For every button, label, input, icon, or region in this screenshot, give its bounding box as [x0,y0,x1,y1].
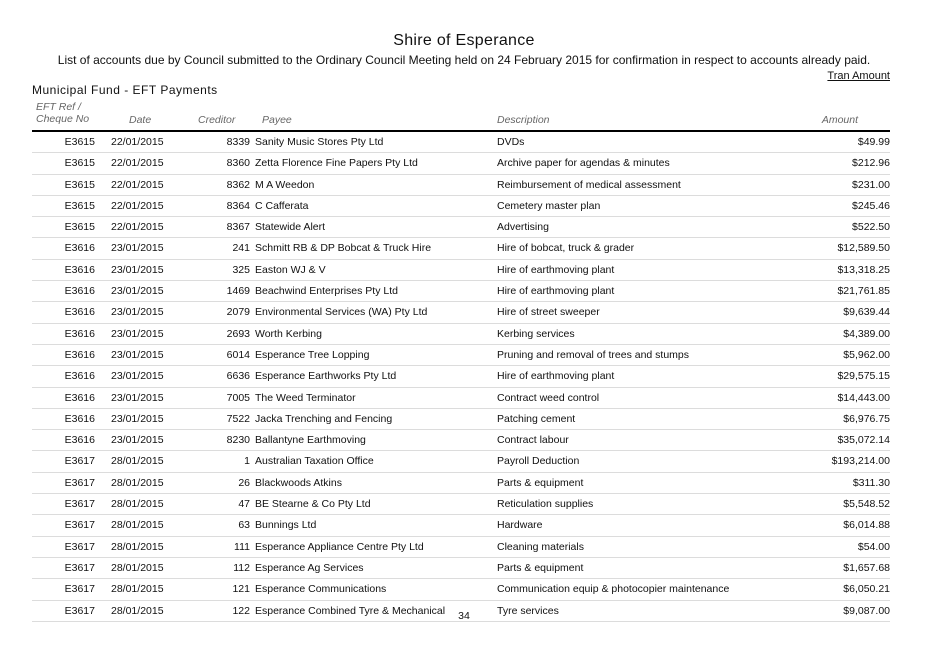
cell-payee: Esperance Appliance Centre Pty Ltd [255,540,424,553]
cell-date: 22/01/2015 [111,221,164,234]
cell-creditor: 63 [238,519,250,532]
cell-amount: $212.96 [852,157,890,170]
cell-creditor: 2693 [226,327,250,340]
cell-amount: $245.46 [852,199,890,212]
cell-description: Contract weed control [497,391,600,404]
cell-ref: E3616 [64,391,95,404]
cell-creditor: 8360 [226,157,250,170]
cell-creditor: 26 [238,476,250,489]
cell-creditor: 241 [232,242,250,255]
cell-payee: Esperance Ag Services [255,561,364,574]
cell-description: Patching cement [497,412,576,425]
cell-creditor: 325 [232,263,250,276]
cell-date: 28/01/2015 [111,540,164,553]
table-row [32,238,890,259]
cell-amount: $29,575.15 [837,370,890,383]
cell-creditor: 7005 [226,391,250,404]
page-number: 34 [458,610,470,622]
cell-payee: C Cafferata [255,199,309,212]
table-row [32,537,890,558]
cell-ref: E3617 [64,519,95,532]
table-row [32,451,890,472]
cell-payee: BE Stearne & Co Pty Ltd [255,498,371,511]
cell-description: Reticulation supplies [497,498,594,511]
cell-description: Hire of earthmoving plant [497,263,615,276]
cell-payee: Esperance Communications [255,583,387,596]
document-title: Shire of Esperance [393,32,535,49]
cell-amount: $193,214.00 [831,455,890,468]
cell-date: 23/01/2015 [111,327,164,340]
table-row [32,132,890,153]
cell-description: Communication equip & photocopier maintenance [497,583,730,596]
cell-payee: Esperance Earthworks Pty Ltd [255,370,397,383]
table-row [32,579,890,600]
cell-amount: $6,976.75 [843,412,890,425]
cell-creditor: 6014 [226,348,250,361]
cell-payee: Environmental Services (WA) Pty Ltd [255,306,428,319]
cell-creditor: 8364 [226,199,250,212]
cell-date: 28/01/2015 [111,455,164,468]
cell-description: Contract labour [497,434,569,447]
table-row [32,324,890,345]
cell-date: 28/01/2015 [111,604,164,617]
cell-date: 28/01/2015 [111,498,164,511]
cell-date: 23/01/2015 [111,370,164,383]
cell-date: 23/01/2015 [111,285,164,298]
cell-amount: $13,318.25 [837,263,890,276]
cell-ref: E3617 [64,476,95,489]
cell-amount: $311.30 [852,476,890,489]
cell-date: 22/01/2015 [111,178,164,191]
cell-description: Archive paper for agendas & minutes [497,157,670,170]
cell-description: Parts & equipment [497,561,584,574]
cell-date: 28/01/2015 [111,561,164,574]
cell-description: Hire of earthmoving plant [497,370,615,383]
cell-date: 23/01/2015 [111,306,164,319]
column-header-amount: Amount [821,114,858,126]
cell-ref: E3615 [64,178,95,191]
cell-amount: $4,389.00 [843,327,890,340]
cell-date: 22/01/2015 [111,136,164,148]
section-heading: Municipal Fund - EFT Payments [32,83,218,97]
cell-date: 23/01/2015 [111,348,164,361]
cell-creditor: 8230 [226,434,250,447]
cell-amount: $1,657.68 [843,561,890,574]
cell-payee: Jacka Trenching and Fencing [255,412,393,425]
cell-amount: $6,050.21 [843,583,890,596]
cell-ref: E3616 [64,263,95,276]
cell-payee: The Weed Terminator [255,391,356,404]
cell-payee: Worth Kerbing [255,327,322,340]
cell-ref: E3617 [64,583,95,596]
cell-payee: Ballantyne Earthmoving [255,434,366,447]
cell-creditor: 6636 [226,370,250,383]
cell-amount: $12,589.50 [837,242,890,255]
cell-payee: Easton WJ & V [255,263,326,276]
cell-amount: $6,014.88 [843,519,890,532]
table-row [32,281,890,302]
cell-creditor: 122 [232,604,250,617]
cell-description: Kerbing services [497,327,575,340]
cell-ref: E3615 [64,157,95,170]
cell-ref: E3615 [64,199,95,212]
cell-ref: E3616 [64,348,95,361]
cell-amount: $231.00 [852,178,890,191]
cell-description: Hire of bobcat, truck & grader [497,242,635,255]
cell-date: 23/01/2015 [111,391,164,404]
cell-creditor: 2079 [226,306,250,319]
cell-payee: Statewide Alert [255,221,326,234]
cell-amount: $14,443.00 [837,391,890,404]
table-row [32,366,890,387]
cell-ref: E3617 [64,455,95,468]
cell-ref: E3616 [64,306,95,319]
cell-description: Payroll Deduction [497,455,580,468]
cell-ref: E3617 [64,498,95,511]
tran-amount-label: Tran Amount [827,70,890,82]
cell-amount: $9,087.00 [843,604,890,617]
table-row [32,558,890,579]
table-header [32,100,890,132]
cell-description: DVDs [497,136,525,148]
cell-date: 22/01/2015 [111,157,164,170]
table-row [32,515,890,536]
cell-creditor: 47 [238,498,250,511]
cell-amount: $5,548.52 [843,498,890,511]
cell-amount: $522.50 [852,221,890,234]
cell-creditor: 121 [232,583,250,596]
cell-payee: Blackwoods Atkins [255,476,342,489]
table-row [32,409,890,430]
cell-amount: $49.99 [857,136,890,148]
cell-payee: M A Weedon [255,178,315,191]
table-row [32,260,890,281]
cell-description: Hire of earthmoving plant [497,285,615,298]
cell-ref: E3617 [64,540,95,553]
cell-date: 28/01/2015 [111,476,164,489]
cell-payee: Esperance Tree Lopping [255,348,370,361]
column-header-description: Description [497,114,550,126]
payments-table-body [32,132,890,622]
table-row [32,217,890,238]
cell-description: Reimbursement of medical assessment [497,178,681,191]
cell-payee: Bunnings Ltd [255,519,317,532]
cell-creditor: 8339 [226,136,250,148]
column-header-payee: Payee [262,114,292,126]
cell-description: Hire of street sweeper [497,306,600,319]
cell-description: Parts & equipment [497,476,584,489]
cell-ref: E3616 [64,285,95,298]
column-header-creditor: Creditor [198,114,236,126]
cell-payee: Esperance Combined Tyre & Mechanical [255,604,446,617]
table-row [32,345,890,366]
cell-amount: $9,639.44 [843,306,890,319]
cell-payee: Australian Taxation Office [255,455,374,468]
cell-creditor: 112 [233,561,250,574]
cell-payee: Zetta Florence Fine Papers Pty Ltd [255,157,418,170]
cell-creditor: 1469 [226,285,250,298]
column-header-ref: EFT Ref / Cheque No [36,101,90,125]
cell-date: 28/01/2015 [111,519,164,532]
table-row [32,196,890,217]
table-row [32,175,890,196]
cell-ref: E3615 [64,221,95,234]
cell-ref: E3617 [64,604,95,617]
cell-date: 28/01/2015 [111,583,164,596]
cell-description: Pruning and removal of trees and stumps [497,348,690,361]
cell-creditor: 8367 [226,221,250,234]
cell-date: 23/01/2015 [111,412,164,425]
cell-creditor: 111 [234,540,250,553]
cell-date: 23/01/2015 [111,434,164,447]
cell-payee: Sanity Music Stores Pty Ltd [255,136,384,148]
cell-description: Hardware [497,519,543,532]
cell-description: Advertising [497,221,549,234]
cell-ref: E3616 [64,412,95,425]
cell-description: Tyre services [497,604,559,617]
cell-creditor: 7522 [226,412,250,425]
cell-description: Cemetery master plan [497,199,601,212]
table-row [32,302,890,323]
table-row [32,473,890,494]
cell-amount: $35,072.14 [837,434,890,447]
cell-date: 23/01/2015 [111,263,164,276]
cell-creditor: 1 [244,455,250,468]
cell-ref: E3616 [64,434,95,447]
cell-ref: E3616 [64,370,95,383]
table-row [32,153,890,174]
column-header-date: Date [129,114,152,126]
cell-ref: E3615 [64,136,95,148]
cell-description: Cleaning materials [497,540,584,553]
cell-payee: Beachwind Enterprises Pty Ltd [255,285,398,298]
cell-ref: E3616 [64,327,95,340]
cell-creditor: 8362 [226,178,250,191]
cell-amount: $54.00 [857,540,890,553]
cell-payee: Schmitt RB & DP Bobcat & Truck Hire [255,242,432,255]
cell-ref: E3616 [64,242,95,255]
table-row [32,494,890,515]
table-row [32,388,890,409]
document-subtitle: List of accounts due by Council submitted to the Ordinary Council Meeting held on 24 February 2015 for confirmation in respect to accounts already paid. [57,53,871,67]
cell-amount: $21,761.85 [837,285,890,298]
cell-ref: E3617 [64,561,95,574]
cell-date: 23/01/2015 [111,242,164,255]
cell-date: 22/01/2015 [111,199,164,212]
cell-amount: $5,962.00 [843,348,890,361]
table-row [32,430,890,451]
